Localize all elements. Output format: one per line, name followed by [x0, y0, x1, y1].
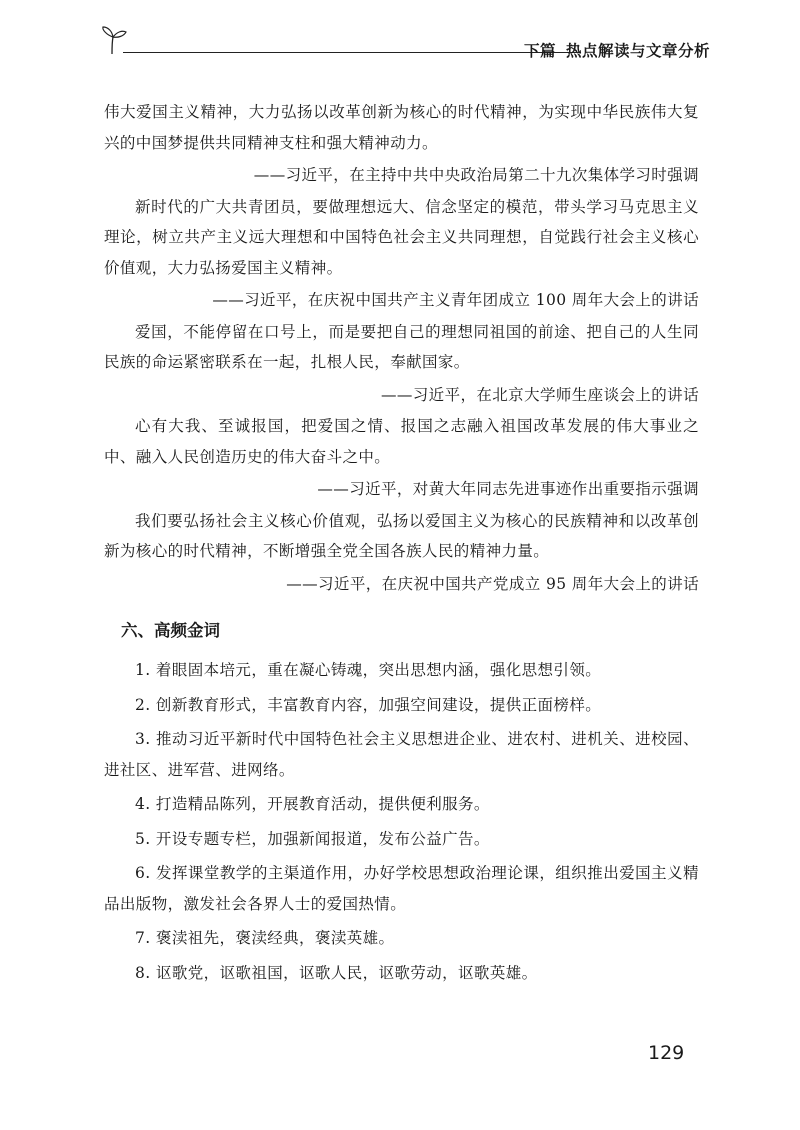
list-item: 6. 发挥课堂教学的主渠道作用，办好学校思想政治理论课，组织推出爱国主义精品出版物，激发社会各界人士的爱国热情。 [104, 864, 699, 913]
sprout-icon [95, 22, 129, 56]
page-number: 129 [648, 1042, 685, 1064]
quote-attribution: ——习近平，在庆祝中国共产主义青年团成立 100 周年大会上的讲话 [212, 291, 699, 309]
part-label: 下篇 [523, 42, 556, 60]
list-item: 5. 开设专题专栏，加强新闻报道，发布公益广告。 [135, 829, 490, 848]
page-header [95, 22, 710, 62]
quote-paragraph: 新时代的广大共青团员，要做理想远大、信念坚定的模范，带头学习马克思主义理论，树立共产主义远大理想和中国特色社会主义共同理想，自觉践行社会主义核心价值观，大力弘扬爱国主义精神。 [104, 197, 699, 277]
header-rule [123, 52, 581, 53]
body-paragraph: 伟大爱国主义精神，大力弘扬以改革创新为核心的时代精神，为实现中华民族伟大复兴的中国梦提供共同精神支柱和强大精神动力。 [104, 103, 699, 152]
chapter-title: 热点解读与文章分析 [565, 42, 710, 60]
running-head [524, 39, 710, 61]
list-item: 2. 创新教育形式，丰富教育内容，加强空间建设，提供正面榜样。 [135, 695, 602, 714]
page-body [104, 97, 699, 992]
list-item: 3. 推动习近平新时代中国特色社会主义思想进企业、进农村、进机关、进校园、进社区、进军营、进网络。 [104, 730, 699, 779]
quote-attribution: ——习近平，在庆祝中国共产党成立 95 周年大会上的讲话 [286, 574, 699, 593]
quote-attribution: ——习近平，对黄大年同志先进事迹作出重要指示强调 [317, 480, 699, 498]
quote-paragraph: 爱国，不能停留在口号上，而是要把自己的理想同祖国的前途、把自己的人生同民族的命运紧密联系在一起，扎根人民，奉献国家。 [104, 322, 699, 371]
quote-paragraph: 我们要弘扬社会主义核心价值观，弘扬以爱国主义为核心的民族精神和以改革创新为核心的时代精神，不断增强全党全国各族人民的精神力量。 [104, 511, 699, 560]
quote-attribution: ——习近平，在北京大学师生座谈会上的讲话 [380, 385, 699, 404]
section-heading: 六、高频金词 [121, 621, 220, 640]
list-item: 4. 打造精品陈列，开展教育活动，提供便利服务。 [135, 795, 490, 813]
list-item: 8. 讴歌党，讴歌祖国，讴歌人民，讴歌劳动，讴歌英雄。 [135, 963, 538, 982]
quote-attribution: ——习近平，在主持中共中央政治局第二十九次集体学习时强调 [253, 166, 699, 184]
list-item: 7. 褒渎祖先，褒渎经典，褒渎英雄。 [135, 929, 395, 947]
quote-paragraph: 心有大我、至诚报国，把爱国之情、报国之志融入祖国改革发展的伟大事业之中、融入人民创造历史的伟大奋斗之中。 [104, 417, 699, 466]
list-item: 1. 着眼固本培元，重在凝心铸魂，突出思想内涵，强化思想引领。 [135, 661, 602, 679]
